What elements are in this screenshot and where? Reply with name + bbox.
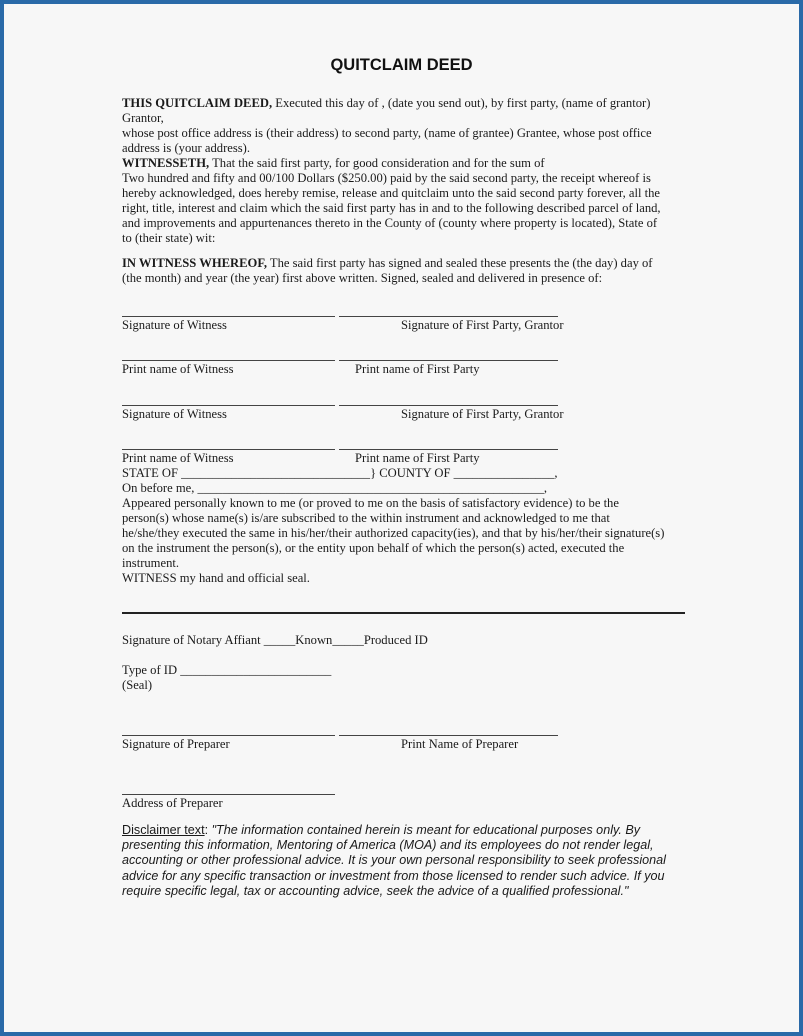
intro-line4: address is (your address). [122,141,251,155]
witness-signature-line[interactable] [122,316,335,317]
witnesseth-line6: to (their state) wit: [122,231,216,245]
appeared-line-5: instrument. [122,556,180,570]
signature-label-left: Print name of Witness [122,451,234,465]
intro-lead: THIS QUITCLAIM DEED, [122,96,273,110]
disclaimer [122,823,692,899]
appeared-line-1: Appeared personally known to me (or proved to me on the basis of satisfactory evidence) to be the [122,496,619,510]
preparer-address-label: Address of Preparer [122,796,223,810]
document-page [4,4,799,1032]
signature-label-right: Signature of First Party, Grantor [401,318,564,332]
preparer-print-label: Print Name of Preparer [401,737,519,751]
preparer-address-line[interactable] [122,794,335,795]
preparer-print-line[interactable] [339,735,558,736]
disclaimer-label: Disclaimer text [122,823,205,837]
witnesseth-lead: WITNESSETH, [122,156,210,170]
in-witness-lead: IN WITNESS WHEREOF, [122,256,267,270]
signature-label-left: Signature of Witness [122,407,227,421]
preparer-signature-line[interactable] [122,735,335,736]
appeared-line-4: on the instrument the person(s), or the entity upon behalf of which the person(s) acted, executed the [122,541,625,555]
before-me-line[interactable]: On before me, _______________________________________________________, [122,481,548,495]
witnesseth-line5: and improvements and appurtenances thereto in the County of (county where property is located), State of [122,216,658,230]
appeared-line-3: he/she/they executed the same in his/her/their authorized capacity(ies), and that by his/her/their signature(s) [122,526,665,540]
type-of-id-field[interactable]: Type of ID ________________________ [122,663,332,677]
intro-line2: Grantor, [122,111,164,125]
first-party-print-line[interactable] [339,449,558,450]
signature-label-left: Signature of Witness [122,318,227,332]
witness-print-line[interactable] [122,360,335,361]
witness-hand-line: WITNESS my hand and official seal. [122,571,310,585]
intro-paragraph [122,96,687,246]
state-county-line[interactable]: STATE OF ______________________________} COUNTY OF ________________, [122,466,558,480]
grantor-signature-line[interactable] [339,405,558,406]
witness-print-line[interactable] [122,449,335,450]
witnesseth-line4: right, title, interest and claim which the said first party has in and to the following described parcel of land, [122,201,661,215]
witness-signature-line[interactable] [122,405,335,406]
appeared-line-2: person(s) whose name(s) is/are subscribed to the within instrument and acknowledged to me that [122,511,610,525]
witnesseth-line1: That the said first party, for good consideration and for the sum of [209,156,545,170]
notary-affiant-signature[interactable]: Signature of Notary Affiant _____Known_____Produced ID [122,633,428,647]
disclaimer-text: "The information contained herein is meant for educational purposes only. By presenting this information, Mentoring of America (MOA) and its employees do not render legal, accounting or other professional advice. It is your own personal responsibility to seek professional advice for any specific transaction or investment from those licensed to render such advice. If you require specific legal, tax or accounting advice, seek the advice of a qualified professional." [122,823,666,898]
disclaimer-colon: : [204,823,212,837]
seal-label: (Seal) [122,678,153,692]
document-title: QUITCLAIM DEED [330,56,473,74]
intro-line3: whose post office address is (their address) to second party, (name of grantee) Grantee, whose post office [122,126,652,140]
in-witness-line2: (the month) and year (the year) first above written. Signed, sealed and delivered in presence of: [122,271,603,285]
first-party-print-line[interactable] [339,360,558,361]
section-divider [122,612,685,614]
in-witness-line1: The said first party has signed and sealed these presents the (the day) day of [267,256,653,270]
intro-line1: Executed this day of , (date you send out), by first party, (name of grantor) [272,96,651,110]
signature-label-right: Signature of First Party, Grantor [401,407,564,421]
signature-label-right: Print name of First Party [355,362,480,376]
in-witness-paragraph [122,256,687,286]
grantor-signature-line[interactable] [339,316,558,317]
preparer-signature-label: Signature of Preparer [122,737,230,751]
witnesseth-line2: Two hundred and fifty and 00/100 Dollars ($250.00) paid by the said second party, the receipt whereof is [122,171,651,185]
witnesseth-line3: hereby acknowledged, does hereby remise, release and quitclaim unto the said second party forever, all the [122,186,661,200]
signature-label-right: Print name of First Party [355,451,480,465]
signature-label-left: Print name of Witness [122,362,234,376]
notary-section [122,466,687,586]
